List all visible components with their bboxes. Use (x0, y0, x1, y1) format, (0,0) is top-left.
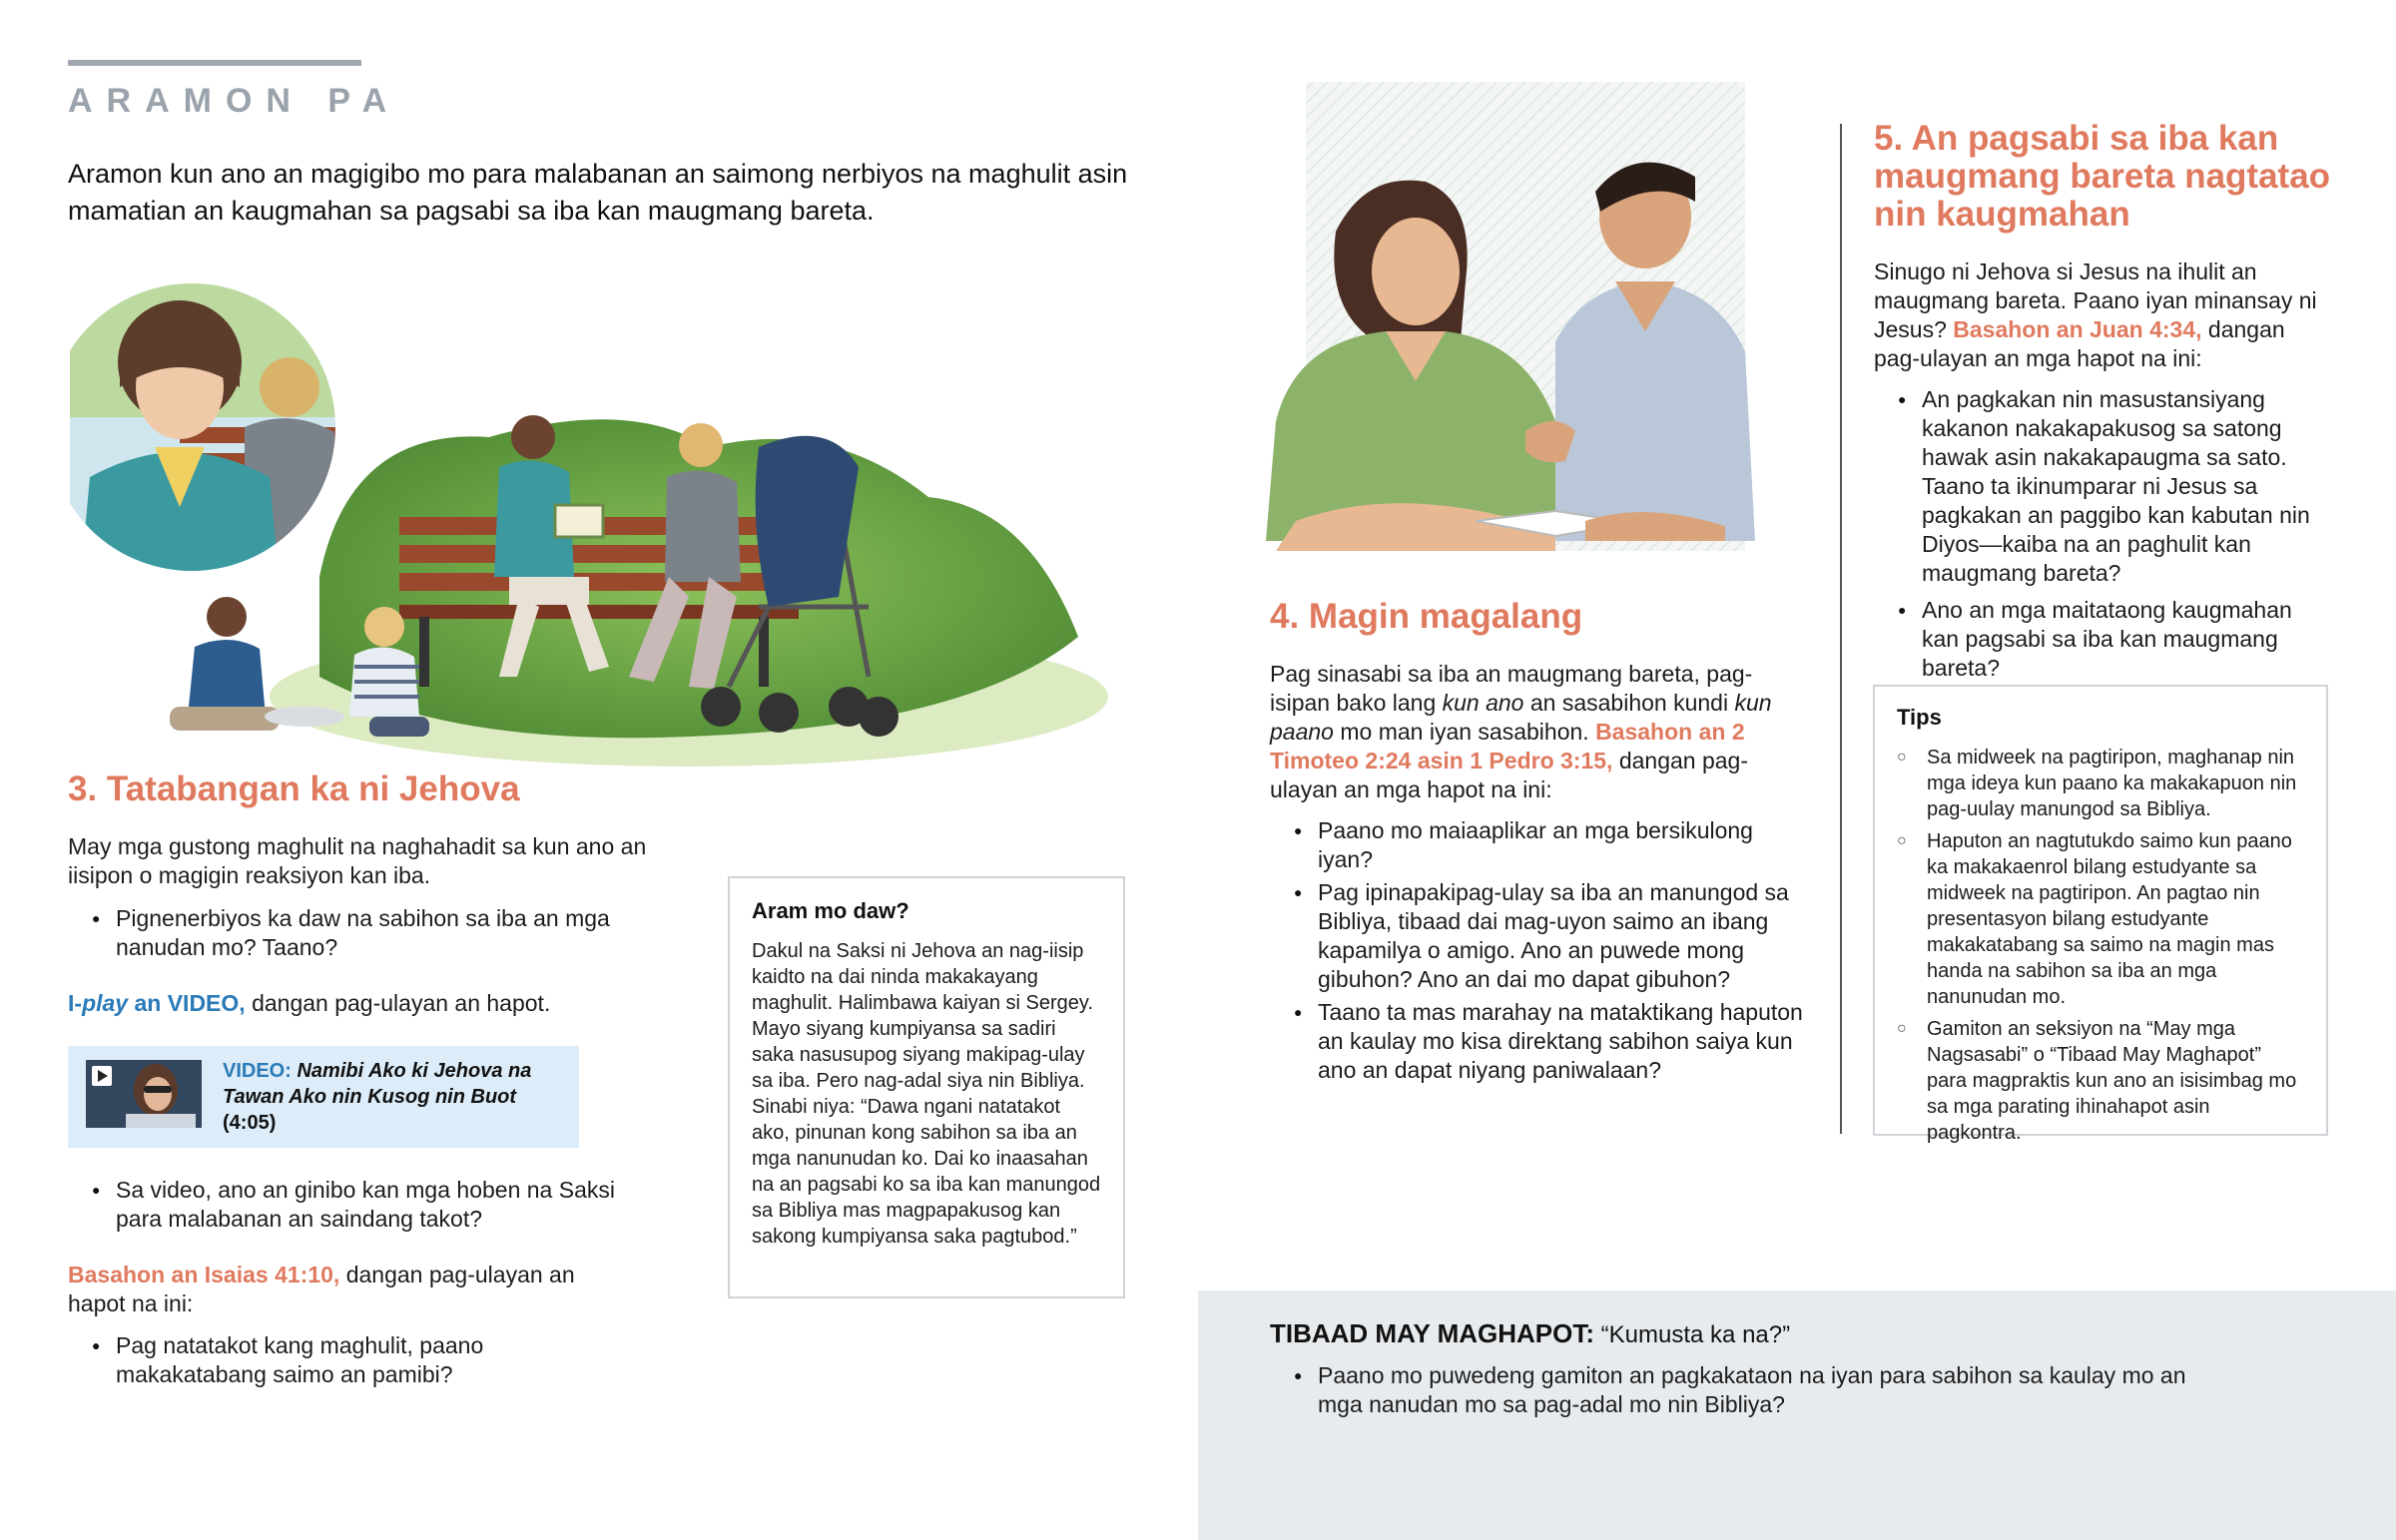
footer-question-line (1270, 1318, 2368, 1349)
tip-item: ○ Sa midweek na pagtiripon, maghanap nin mga ideya kun paano ka makakapuon nin pag-uulay manungod sa Bibliya. (1897, 745, 2304, 822)
video-title[interactable]: Namibi Ako ki Jehova na Tawan Ako nin Kusog nin Buot (223, 1060, 532, 1108)
tips-list (1897, 745, 2304, 1146)
list-item: ● Taano ta mas marahay na mataktikang haputon an kaulay mo kisa direktang sabihon saiya kun ano an dapat niyang paniwalaan? (1270, 998, 1809, 1085)
footer-label: TIBAAD MAY MAGHAPOT: (1270, 1318, 1595, 1348)
section-4-question-list (1270, 816, 1809, 1089)
video-card[interactable] (68, 1046, 579, 1148)
section-5-question-list (1874, 385, 2333, 687)
tip-item: ○ Gamiton an seksiyon na “May mga Nagsasabi” o “Tibaad May Maghapot” para magpraktis kun ano an isisimbag mo sa mga parating ihinahapot asin pagkontra. (1897, 1016, 2304, 1146)
section-3-question-list-1 (68, 904, 647, 966)
list-item: ● Paano mo maiaaplikar an mga bersikulong iyan? (1270, 816, 1809, 874)
video-caption[interactable] (223, 1058, 562, 1136)
video-thumbnail[interactable] (86, 1060, 202, 1128)
list-item: ● Paano mo puwedeng gamiton an pagkakataon na iyan para sabihon sa kaulay mo an mga nanudan mo sa pag-adal mo nin Bibliya? (1270, 1361, 2208, 1419)
footer-question: “Kumusta ka na?” (1594, 1321, 1791, 1348)
video-duration: (4:05) (223, 1112, 277, 1134)
list-item: ● Pag natatakot kang maghulit, paano makakatabang saimo an pamibi? (68, 1331, 587, 1389)
aram-box-title: Aram mo daw? (752, 898, 909, 923)
section-3-question-list-3 (68, 1331, 587, 1393)
scripture-link[interactable]: Basahon an 2 Timoteo 2:24 asin 1 Pedro 3:15, (1270, 719, 1745, 773)
aram-mo-daw-box (728, 876, 1125, 1298)
list-item: ● Pignenerbiyos ka daw na sabihon sa iba an mga nanudan mo? Taano? (68, 904, 647, 962)
video-label: VIDEO: (223, 1060, 292, 1082)
play-video-instruction: I-play an VIDEO, dangan pag-ulayan an hapot. (68, 990, 551, 1016)
play-icon[interactable] (92, 1066, 112, 1086)
tips-box (1873, 685, 2328, 1144)
play-video-link[interactable]: I-play an VIDEO, (68, 990, 246, 1016)
scripture-link[interactable]: Basahon an Isaias 41:10, (68, 1262, 340, 1287)
section-5-intro: Sinugo ni Jehova si Jesus na ihulit an maugmang bareta. Paano iyan minansay ni Jesus? Basahon an Juan 4:34, dangan pag-ulayan an mga hapot na ini: (1874, 258, 2317, 371)
list-item: ● Pag ipinapakipag-ulay sa iba an manungod sa Bibliya, tibaad dai mag-uyon saimo an ibang kapamilya o amigo. Ano an puwede mong gibuhon? Ano an dai mo dapat gibuhon? (1270, 878, 1809, 994)
footer-band (1198, 1290, 2396, 1540)
list-item: ● Ano an mga maitataong kaugmahan kan pagsabi sa iba kan maugmang bareta? (1874, 596, 2333, 683)
section-4-intro: Pag sinasabi sa iba an maugmang bareta, pag-isipan bako lang kun ano an sasabihon kundi kun paano mo man iyan sasabihon. Basahon an 2 Timoteo 2:24 asin 1 Pedro 3:15, dangan pag-ulayan an mga hapot na ini: (1270, 661, 1772, 802)
header-rule (68, 60, 361, 66)
section-4-heading: 4. Magin magalang (1270, 597, 1583, 636)
section-3-question-list-2 (68, 1176, 647, 1238)
section-3-heading: 3. Tatabangan ka ni Jehova (68, 770, 520, 808)
list-item: ● An pagkakan nin masustansiyang kakanon nakakapakusog sa satong hawak asin nakakapaugma sa sato. Taano ta ikinumparar ni Jesus sa pagkakan an paggibo kan kabutan nin Diyos—kaiba na an paghulit kan maugmang bareta? (1874, 385, 2333, 588)
intro-text: Aramon kun ano an magigibo mo para malabanan an saimong nerbiyos na maghulit asin mamatian an kaugmahan sa pagsabi sa iba kan maugmang bareta. (68, 159, 1128, 226)
conversation-illustration (1256, 82, 1785, 559)
section-5-heading: 5. An pagsabi sa iba kan maugmang bareta nagtatao nin kaugmahan (1874, 119, 2331, 234)
tips-title: Tips (1897, 705, 1942, 730)
column-divider (1840, 124, 1842, 1134)
list-item: ● Sa video, ano an ginibo kan mga hoben na Saksi para malabanan an saindang takot? (68, 1176, 647, 1234)
section-3-intro: May mga gustong maghulit na naghahadit sa kun ano an iisipon o magigin reaksiyon kan iba. (68, 833, 647, 888)
park-illustration (70, 277, 1108, 786)
footer-list (1270, 1361, 2208, 1423)
aram-box-text: Dakul na Saksi ni Jehova an nag-iisip kaidto na dai ninda makakayang maghulit. Halimbawa kaiyan si Sergey. Mayo siyang kumpiyansa sa sadiri saka nasusupog siyang makipag-ulay sa iba. Pero nag-adal siya nin Bibliya. Sinabi niya: “Dawa ngani natatakot ako, pinunan kong sabihon sa iba an mga nanunudan ko. Dai ko inaasahan na an pagsabi ko sa iba kan manungod sa Bibliya mas magpapakusog kan sakong kumpiyansa saka pagtubod.” (752, 940, 1101, 1248)
scripture-link[interactable]: Basahon an Juan 4:34, (1953, 316, 2202, 342)
tip-item: ○ Haputon an nagtutukdo saimo kun paano ka makakaenrol bilang estudyante sa midweek na pagtiripon. An pagtao nin presentasyon bilang estudyante makakatabang sa saimo na magin mas handa na sabihon sa iba an mga nanunudan mo. (1897, 828, 2304, 1010)
section-3-read-instruction: Basahon an Isaias 41:10, dangan pag-ulayan an hapot na ini: (68, 1262, 575, 1316)
section-kicker: ARAMON PA (68, 82, 401, 120)
